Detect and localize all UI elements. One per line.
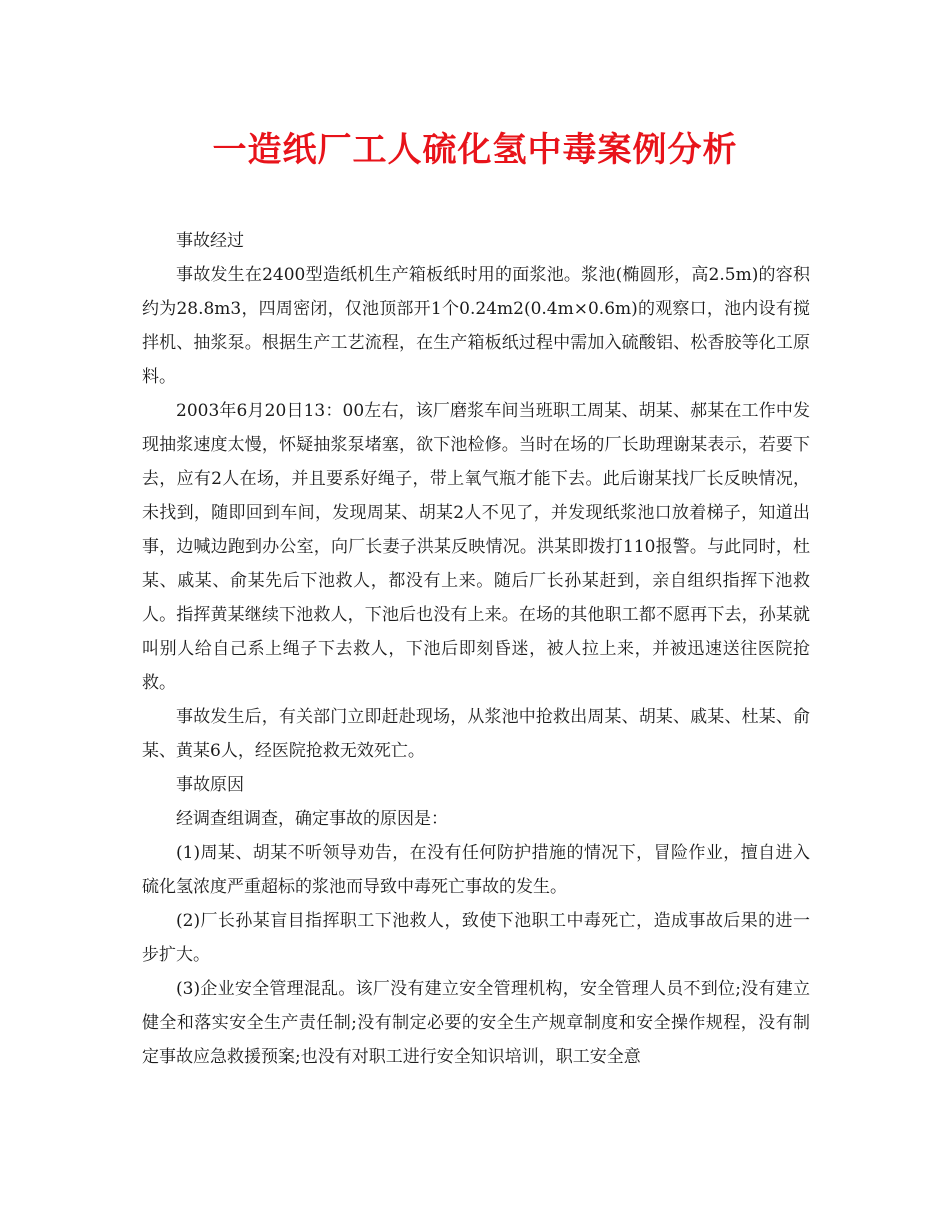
document-title: 一造纸厂工人硫化氢中毒案例分析 — [212, 130, 738, 170]
paragraph-casualties: 事故发生后，有关部门立即赶赴现场，从浆池中抢救出周某、胡某、戚某、杜某、俞某、黄某6人，经医院抢救无效死亡。 — [142, 707, 810, 761]
document-body — [142, 224, 810, 1074]
cause-item-3: (3)企业安全管理混乱。该厂没有建立安全管理机构，安全管理人员不到位;没有建立健全和落实安全生产责任制;没有制定必要的安全生产规章制度和安全操作规程，没有制定事故应急救援预案;也没有对职工进行安全知识培训，职工安全意 — [142, 979, 810, 1067]
section-heading-accident-process: 事故经过 — [176, 231, 244, 251]
paragraph-pool-description: 事故发生在2400型造纸机生产箱板纸时用的面浆池。浆池(椭圆形，高2.5m)的容积约为28.8m3，四周密闭，仅池顶部开1个0.24m2(0.4m×0.6m)的观察口，池内设有搅拌机、抽浆泵。根据生产工艺流程，在生产箱板纸过程中需加入硫酸铝、松香胶等化工原料。 — [142, 265, 810, 387]
cause-item-2: (2)厂长孙某盲目指挥职工下池救人，致使下池职工中毒死亡，造成事故后果的进一步扩大。 — [142, 911, 810, 965]
cause-item-1: (1)周某、胡某不听领导劝告，在没有任何防护措施的情况下，冒险作业，擅自进入硫化氢浓度严重超标的浆池而导致中毒死亡事故的发生。 — [142, 843, 810, 897]
section-heading-accident-cause: 事故原因 — [176, 775, 244, 795]
paragraph-incident-narrative: 2003年6月20日13：00左右，该厂磨浆车间当班职工周某、胡某、郝某在工作中发现抽浆速度太慢，怀疑抽浆泵堵塞，欲下池检修。当时在场的厂长助理谢某表示，若要下去，应有2人在场，并且要系好绳子，带上氧气瓶才能下去。此后谢某找厂长反映情况，未找到，随即回到车间，发现周某、胡某2人不见了，并发现纸浆池口放着梯子，知道出事，边喊边跑到办公室，向厂长妻子洪某反映情况。洪某即拨打110报警。与此同时，杜某、戚某、俞某先后下池救人，都没有上来。随后厂长孙某赶到，亲自组织指挥下池救人。指挥黄某继续下池救人，下池后也没有上来。在场的其他职工都不愿再下去，孙某就叫别人给自己系上绳子下去救人，下池后即刻昏迷，被人拉上来，并被迅速送往医院抢救。 — [142, 401, 810, 693]
paragraph-investigation-intro: 经调查组调查，确定事故的原因是： — [176, 809, 448, 829]
